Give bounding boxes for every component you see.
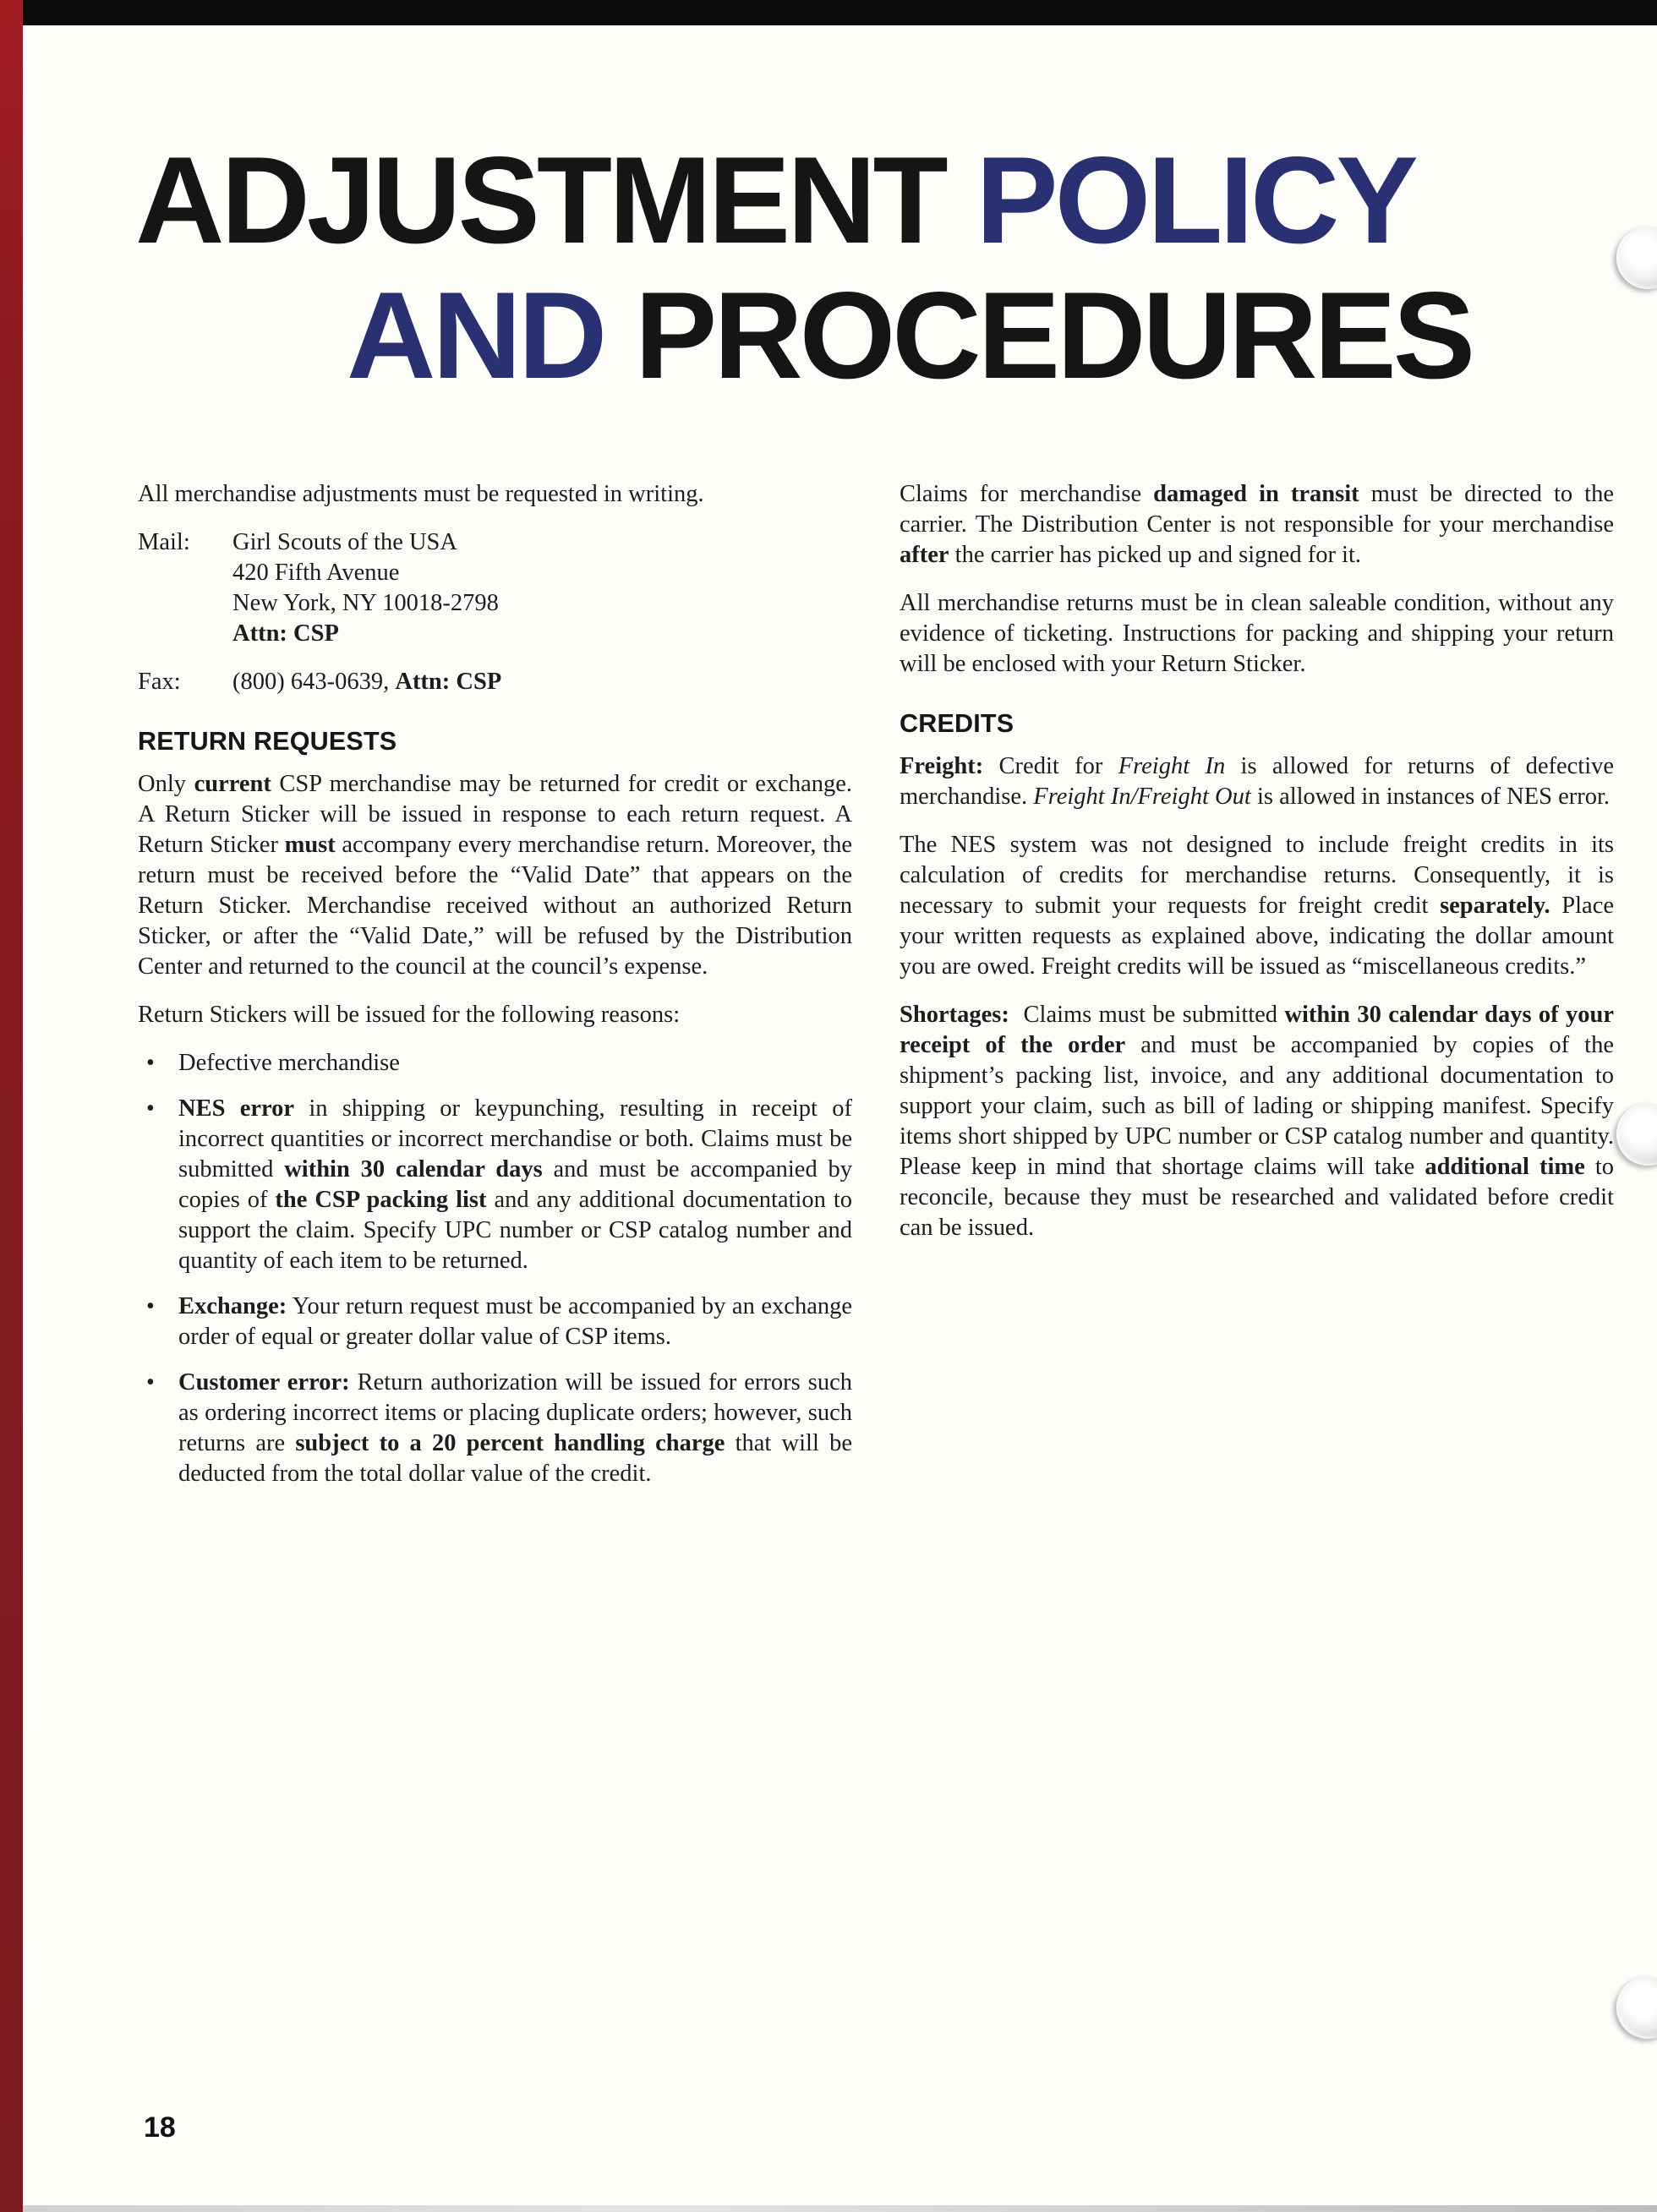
two-column-body — [138, 479, 1615, 1505]
bullet-item-exchange: • Exchange: Your return request must be accompanied by an exchange order of equal or greater dollar value of CSP items. — [138, 1292, 852, 1352]
mail-address-line: New York, NY 10018-2798 — [232, 590, 499, 617]
nes-system-paragraph: The NES system was not designed to include freight credits in its calculation of credits for merchandise returns. Consequently, it is necessary to submit your requests for freight credit separately. Place your written requests as explained above, indicating the dollar amount you are owed. Freight credits will be issued as “miscellaneous credits.” — [900, 832, 1614, 980]
return-reasons-list — [138, 1048, 852, 1489]
scan-edge-top — [0, 0, 1657, 25]
fax-value: (800) 643-0639, Attn: CSP — [232, 669, 502, 696]
mail-address-line: Girl Scouts of the USA — [232, 529, 457, 556]
page-number: 18 — [144, 2111, 176, 2144]
page-title — [135, 131, 1657, 404]
mail-label: Mail: — [138, 529, 190, 556]
scan-edge-left — [0, 0, 23, 2212]
mail-address-lines — [232, 527, 852, 649]
bullet-item-customer-error: • Customer error: Return authorization will be issued for errors such as ordering incorrect items or placing duplicate orders; however, such returns are subject to a 20 percent handling charge that will be deducted from the total dollar value of the credit. — [138, 1368, 852, 1489]
freight-paragraph: Freight: Credit for Freight In is allowed for returns of defective merchandise. Freight In/Freight Out is allowed in instances of NES error. — [900, 753, 1615, 811]
scan-edge-bottom — [0, 2205, 1657, 2212]
mail-address-line-attn: Attn: CSP — [232, 620, 339, 647]
damaged-in-transit-paragraph: Claims for merchandise damaged in transit must be directed to the carrier. The Distribution Center is not responsible for your merchandise after the carrier has picked up and signed for it. — [900, 481, 1614, 569]
punch-hole — [1616, 1976, 1657, 2039]
reasons-lead-in: Return Stickers will be issued for the following reasons: — [138, 1002, 681, 1029]
intro-paragraph: All merchandise adjustments must be requested in writing. — [138, 481, 704, 508]
mail-address-line: 420 Fifth Avenue — [232, 560, 400, 587]
credits-heading: CREDITS — [900, 709, 1014, 739]
return-requests-heading: RETURN REQUESTS — [138, 727, 397, 756]
bullet-item-defective: • Defective merchandise — [138, 1048, 852, 1079]
mail-address-block — [138, 527, 852, 649]
punch-hole — [1616, 1103, 1657, 1166]
fax-label: Fax: — [138, 669, 181, 696]
page-title-line-2: AND PROCEDURES — [347, 265, 1473, 404]
fax-block — [138, 667, 852, 697]
right-column — [900, 479, 1614, 1505]
shortages-paragraph: Shortages: Claims must be submitted within 30 calendar days of your receipt of the order and must be accompanied by copies of the shipment’s packing list, invoice, and any additional documentation to support your claim, such as bill of lading or shipping manifest. Specify items short shipped by UPC number or CSP catalog number and quantity. Please keep in mind that shortage claims will take additional time to reconcile, because they must be researched and validated before credit can be issued. — [900, 1002, 1615, 1242]
left-column — [138, 479, 852, 1505]
return-requests-paragraph: Only current CSP merchandise may be returned for credit or exchange. A Return Sticker will be issued in response to each return request. A Return Sticker must accompany every merchandise return. Moreover, the return must be received before the “Valid Date” that appears on the Return Sticker. Merchandise received without an authorized Return Sticker, or after the “Valid Date,” will be refused by the Distribution Center and returned to the council at the council’s expense. — [138, 771, 853, 980]
page-title-line-1: ADJUSTMENT POLICY — [135, 131, 1415, 269]
saleable-condition-paragraph: All merchandise returns must be in clean saleable condition, without any evidence of ticketing. Instructions for packing and shipping your return will be enclosed with your Return Sticker. — [900, 590, 1614, 678]
bullet-item-nes-error: • NES error in shipping or keypunching, resulting in receipt of incorrect quantities or incorrect merchandise or both. Claims must be submitted within 30 calendar days and must be accompanied by copies of the CSP packing list and any additional documentation to support the claim. Specify UPC number or CSP catalog number and quantity of each item to be returned. — [138, 1094, 852, 1276]
